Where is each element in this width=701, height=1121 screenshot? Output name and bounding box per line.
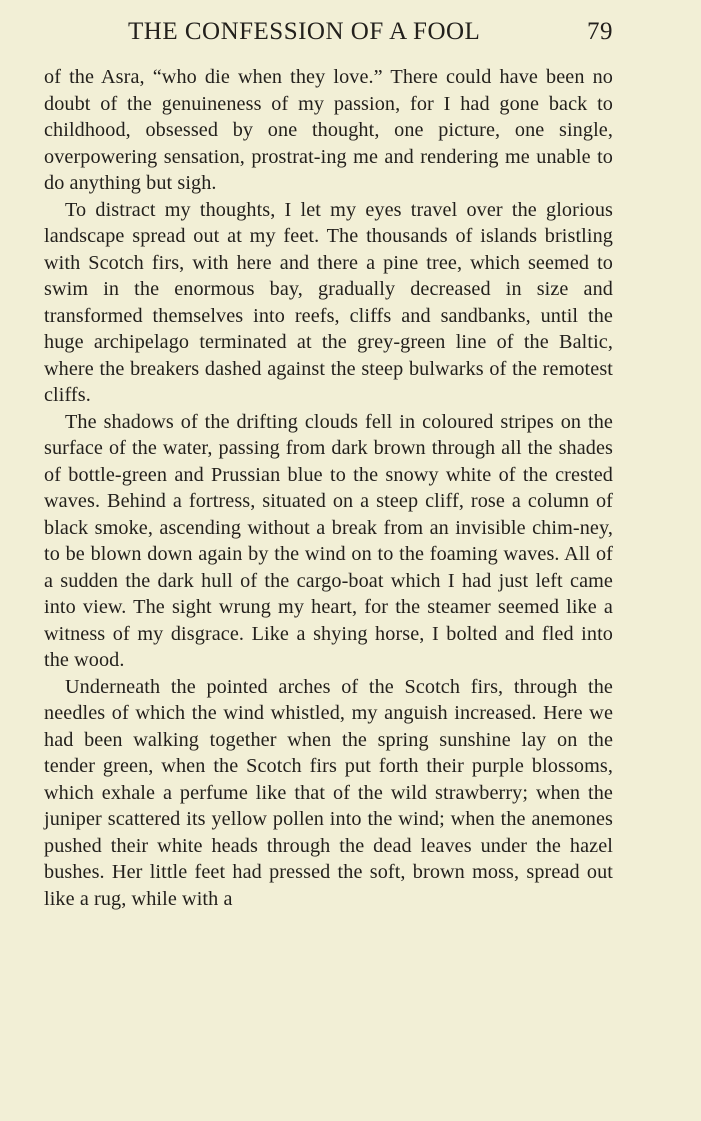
paragraph-1: of the Asra, “who die when they love.” There could have been no doubt of the genuineness of my passion, for I had gone back to childhood, obsessed by one thought, one picture, one single, overpowering sensation, prostrat-ing me and rendering me unable to do anything but sigh. bbox=[44, 66, 613, 194]
paragraph-2: To distract my thoughts, I let my eyes travel over the glorious landscape spread out at my feet. The thousands of islands bristling with Scotch firs, with here and there a pine tree, which seemed to swim in the enormous bay, gradually decreased in size and transformed themselves into reefs, cliffs and sandbanks, until the huge archipelago terminated at the grey-green line of the Baltic, where the breakers dashed against the steep bulwarks of the remotest cliffs. bbox=[44, 198, 613, 406]
running-title: THE CONFESSION OF A FOOL bbox=[128, 18, 481, 45]
body-text bbox=[44, 64, 613, 912]
page-number: 79 bbox=[587, 18, 613, 45]
page-header bbox=[44, 18, 613, 50]
paragraph-3: The shadows of the drifting clouds fell in coloured stripes on the surface of the water, passing from dark brown through all the shades of bottle-green and Prussian blue to the snowy white of the crested waves. Behind a fortress, situated on a steep cliff, rose a column of black smoke, ascending without a break from an invisible chim-ney, to be blown down again by the wind on to the foaming waves. All of a sudden the dark hull of the cargo-boat which I had just left came into view. The sight wrung my heart, for the steamer seemed like a witness of my disgrace. Like a shying horse, I bolted and fled into the wood. bbox=[44, 410, 613, 671]
paragraph-4: Underneath the pointed arches of the Scotch firs, through the needles of which the wind whistled, my anguish increased. Here we had been walking together when the spring sunshine lay on the tender green, when the Scotch firs put forth their purple blossoms, which exhale a perfume like that of the wild strawberry; when the juniper scattered its yellow pollen into the wind; when the anemones pushed their white heads through the dead leaves under the hazel bushes. Her little feet had pressed the soft, brown moss, spread out like a rug, while with a bbox=[44, 675, 613, 910]
